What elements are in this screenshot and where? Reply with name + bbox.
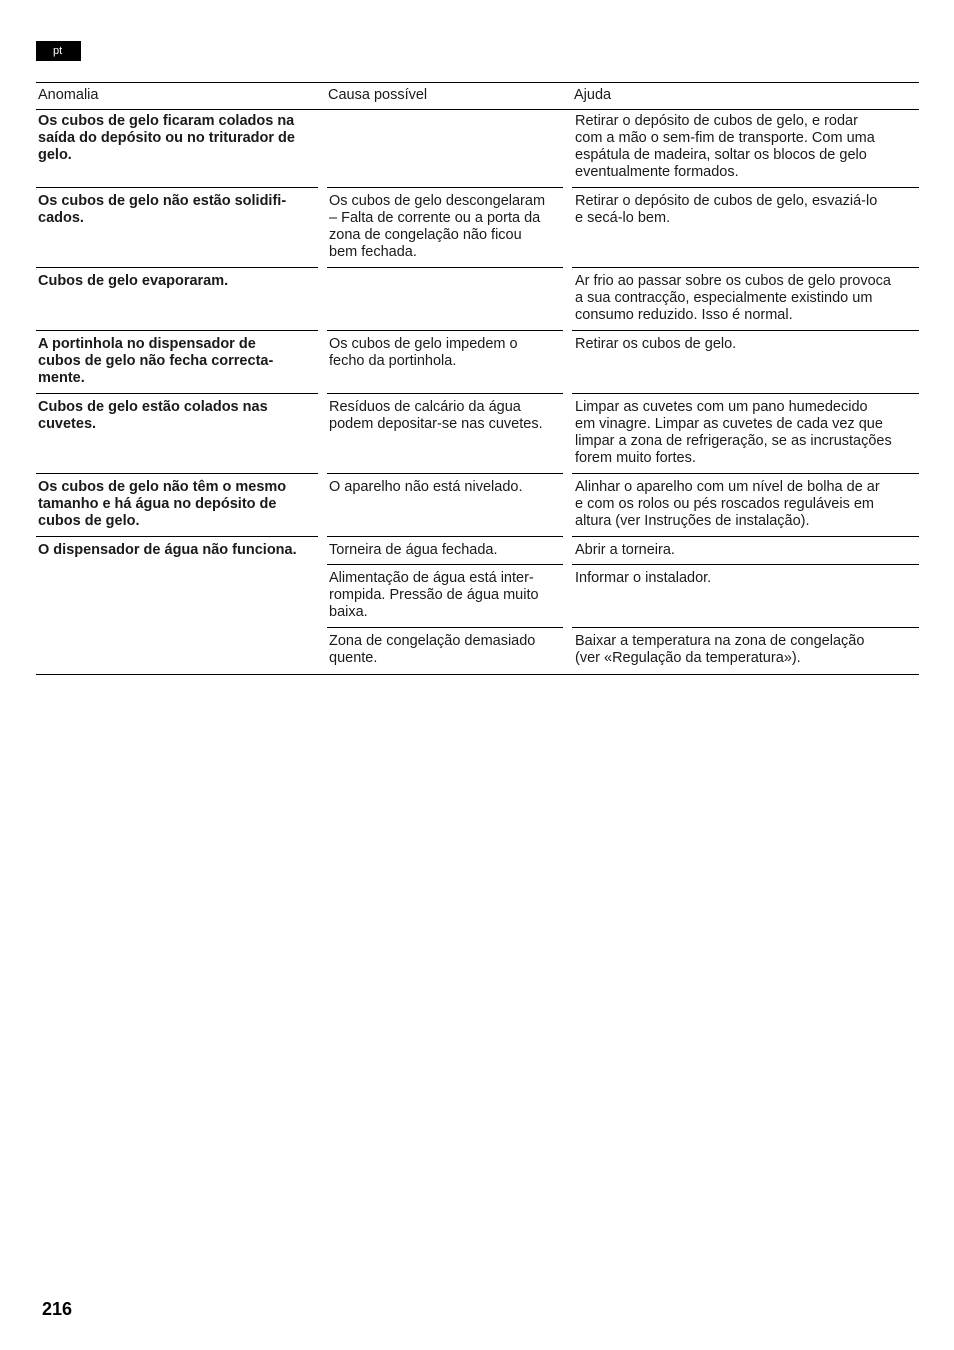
row-divider xyxy=(572,267,919,268)
ajuda-text: forem muito fortes. xyxy=(575,450,696,466)
row-divider xyxy=(572,187,919,188)
causa-text: podem depositar-se nas cuvetes. xyxy=(329,416,543,432)
row-divider xyxy=(572,536,919,537)
ajuda-text: consumo reduzido. Isso é normal. xyxy=(575,307,793,323)
ajuda-text: e secá-lo bem. xyxy=(575,210,671,226)
ajuda-text: e com os rolos ou pés roscados reguláveis em xyxy=(575,496,875,512)
row-divider xyxy=(572,627,919,628)
causa-text: Zona de congelação demasiado xyxy=(329,633,536,649)
ajuda-text: Baixar a temperatura na zona de congelação xyxy=(575,633,865,649)
anomalia-text: Os cubos de gelo não têm o mesmo xyxy=(38,479,287,495)
anomalia-text: gelo. xyxy=(38,147,72,163)
header-ajuda: Ajuda xyxy=(574,87,612,103)
causa-text: rompida. Pressão de água muito xyxy=(329,587,539,603)
ajuda-text: Retirar os cubos de gelo. xyxy=(575,336,737,352)
row-divider xyxy=(36,473,318,474)
anomalia-text: Cubos de gelo evaporaram. xyxy=(38,273,229,289)
causa-text: fecho da portinhola. xyxy=(329,353,457,369)
ajuda-text: altura (ver Instruções de instalação). xyxy=(575,513,810,529)
row-divider xyxy=(36,187,318,188)
ajuda-text: limpar a zona de refrigeração, se as incrustações xyxy=(575,433,892,449)
ajuda-text: (ver «Regulação da temperatura»). xyxy=(575,650,801,666)
row-divider xyxy=(327,473,563,474)
row-divider xyxy=(327,627,563,628)
header-anomalia: Anomalia xyxy=(38,87,99,103)
anomalia-text: cubos de gelo. xyxy=(38,513,140,529)
table-header xyxy=(36,82,919,110)
ajuda-text: eventualmente formados. xyxy=(575,164,739,180)
header-causa: Causa possível xyxy=(328,87,428,103)
causa-text: quente. xyxy=(329,650,378,666)
row-divider xyxy=(36,393,318,394)
row-divider xyxy=(572,564,919,565)
ajuda-text: Retirar o depósito de cubos de gelo, esvaziá-lo xyxy=(575,193,878,209)
row-divider xyxy=(327,330,563,331)
causa-text: Os cubos de gelo impedem o xyxy=(329,336,518,352)
causa-text: Resíduos de calcário da água xyxy=(329,399,521,415)
row-divider xyxy=(327,536,563,537)
row-divider xyxy=(327,267,563,268)
causa-text: – Falta de corrente ou a porta da xyxy=(329,210,541,226)
ajuda-text: Alinhar o aparelho com um nível de bolha de ar xyxy=(575,479,880,495)
row-divider xyxy=(36,536,318,537)
row-divider xyxy=(36,330,318,331)
causa-text: O aparelho não está nivelado. xyxy=(329,479,523,495)
ajuda-text: Informar o instalador. xyxy=(575,570,712,586)
anomalia-text: cubos de gelo não fecha correcta- xyxy=(38,353,274,369)
row-divider xyxy=(36,674,919,675)
ajuda-text: Abrir a torneira. xyxy=(575,542,675,558)
causa-text: baixa. xyxy=(329,604,368,620)
causa-text: Os cubos de gelo descongelaram xyxy=(329,193,546,209)
anomalia-text: saída do depósito ou no triturador de xyxy=(38,130,295,146)
anomalia-text: cuvetes. xyxy=(38,416,97,432)
causa-text: Torneira de água fechada. xyxy=(329,542,498,558)
anomalia-text: A portinhola no dispensador de xyxy=(38,336,256,352)
row-divider xyxy=(327,564,563,565)
ajuda-text: com a mão o sem-fim de transporte. Com uma xyxy=(575,130,875,146)
ajuda-text: a sua contracção, especialmente existindo um xyxy=(575,290,873,306)
ajuda-text: Limpar as cuvetes com um pano humedecido xyxy=(575,399,868,415)
anomalia-text: Cubos de gelo estão colados nas xyxy=(38,399,268,415)
row-divider xyxy=(327,187,563,188)
ajuda-text: em vinagre. Limpar as cuvetes de cada vez que xyxy=(575,416,883,432)
anomalia-text: tamanho e há água no depósito de xyxy=(38,496,277,512)
anomalia-text: mente. xyxy=(38,370,85,386)
anomalia-text: Os cubos de gelo ficaram colados na xyxy=(38,113,295,129)
row-divider xyxy=(572,393,919,394)
anomalia-text: O dispensador de água não funciona. xyxy=(38,542,297,558)
causa-text: bem fechada. xyxy=(329,244,417,260)
causa-text: Alimentação de água está inter- xyxy=(329,570,534,586)
anomalia-text: Os cubos de gelo não estão solidifi- xyxy=(38,193,287,209)
ajuda-text: Ar frio ao passar sobre os cubos de gelo provoca xyxy=(575,273,891,289)
anomalia-text: cados. xyxy=(38,210,84,226)
page-number: 216 xyxy=(42,1299,73,1319)
row-divider xyxy=(572,473,919,474)
row-divider xyxy=(572,330,919,331)
language-tag: pt xyxy=(36,41,81,61)
row-divider xyxy=(36,267,318,268)
ajuda-text: Retirar o depósito de cubos de gelo, e rodar xyxy=(575,113,858,129)
ajuda-text: espátula de madeira, soltar os blocos de gelo xyxy=(575,147,867,163)
causa-text: zona de congelação não ficou xyxy=(329,227,522,243)
row-divider xyxy=(327,393,563,394)
